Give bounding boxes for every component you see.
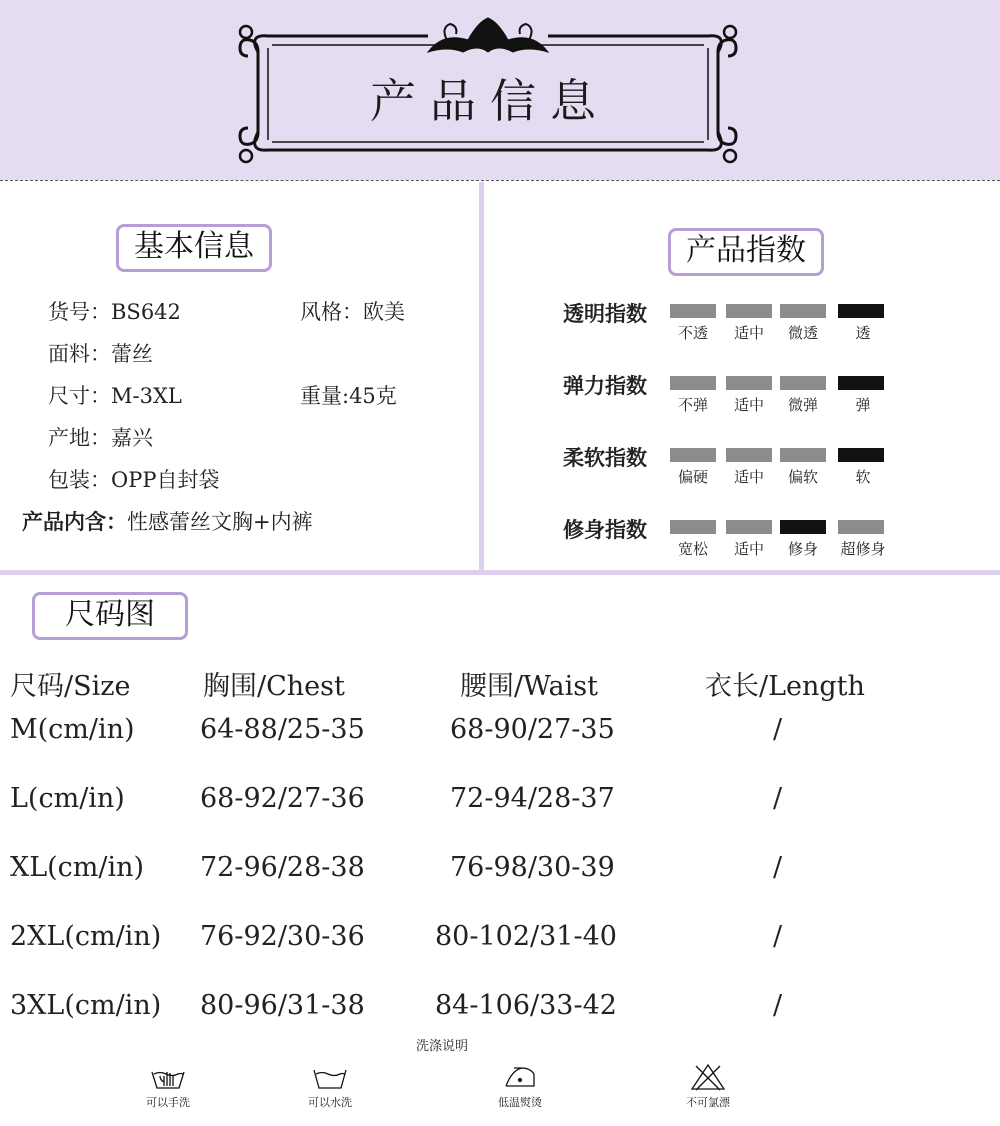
index-label: 修身指数 — [563, 518, 647, 542]
care-title: 洗涤说明 — [415, 1039, 468, 1054]
size-range: 尺寸：M-3XL — [48, 384, 182, 408]
size-cell: 3XL(cm/in) — [10, 990, 162, 1021]
size-cell: / — [773, 852, 783, 883]
care-label-hand-wash: 可以手洗 — [146, 1096, 190, 1109]
contents-label: 产品内含： — [22, 510, 127, 534]
index-level-label: 弹 — [855, 396, 871, 414]
size-cell: 2XL(cm/in) — [10, 921, 162, 952]
vertical-divider — [479, 182, 484, 574]
index-bar — [726, 304, 772, 318]
index-bar — [726, 520, 772, 534]
size-cell: 64-88/25-35 — [200, 714, 365, 745]
index-bar — [670, 376, 716, 390]
size-header-cell: 胸围/Chest — [203, 671, 345, 702]
index-bar — [780, 304, 826, 318]
index-level-label: 适中 — [733, 324, 764, 342]
contents-line — [22, 508, 313, 536]
care-label-no-bleach: 不可氯漂 — [686, 1096, 730, 1109]
index-level-label: 偏硬 — [677, 468, 708, 486]
index-bar-selected — [838, 448, 884, 462]
size-header-cell: 衣长/Length — [705, 671, 865, 702]
care-label-low-iron: 低温熨烫 — [498, 1096, 542, 1109]
style-value: 风格：欧美 — [300, 300, 405, 324]
index-level-label: 偏软 — [787, 468, 818, 486]
size-cell: L(cm/in) — [10, 783, 125, 814]
index-bar-selected — [780, 520, 826, 534]
size-cell: 68-92/27-36 — [200, 783, 365, 814]
contents-value: 性感蕾丝文胸+内裤 — [127, 510, 313, 534]
packing-value: 包装：OPP自封袋 — [48, 468, 220, 492]
item-number: 货号：BS642 — [48, 300, 181, 324]
size-cell: XL(cm/in) — [10, 852, 145, 883]
size-cell: / — [773, 921, 783, 952]
machine-wash-icon — [310, 1062, 350, 1092]
index-level-label: 适中 — [733, 396, 764, 414]
index-level-label: 微弹 — [787, 396, 818, 414]
size-cell: 84-106/33-42 — [435, 990, 617, 1021]
index-bar-selected — [838, 376, 884, 390]
index-bar — [726, 448, 772, 462]
size-header-cell: 尺码/Size — [10, 671, 131, 702]
size-cell: 72-96/28-38 — [200, 852, 365, 883]
size-cell: 76-98/30-39 — [450, 852, 615, 883]
product-index-title: 产品指数 — [668, 228, 824, 276]
index-level-label: 修身 — [787, 540, 818, 558]
basic-info-title: 基本信息 — [116, 224, 272, 272]
index-label: 柔软指数 — [563, 446, 647, 470]
index-level-label: 透 — [855, 324, 871, 342]
index-label: 弹力指数 — [563, 374, 647, 398]
page-title: 产品信息 — [370, 74, 610, 128]
index-bar — [670, 448, 716, 462]
index-level-label: 微透 — [787, 324, 818, 342]
index-bar-selected — [838, 304, 884, 318]
size-cell: / — [773, 783, 783, 814]
size-cell: M(cm/in) — [10, 714, 135, 745]
index-bar — [670, 304, 716, 318]
size-cell: 80-102/31-40 — [435, 921, 617, 952]
weight-value: 重量:45克 — [300, 384, 397, 408]
index-level-label: 超修身 — [840, 540, 886, 558]
index-level-label: 不透 — [677, 324, 708, 342]
size-cell: 72-94/28-37 — [450, 783, 615, 814]
index-bar — [780, 376, 826, 390]
size-cell: 76-92/30-36 — [200, 921, 365, 952]
no-bleach-icon — [688, 1062, 728, 1092]
index-bar — [670, 520, 716, 534]
index-level-label: 软 — [855, 468, 871, 486]
size-cell: 68-90/27-35 — [450, 714, 615, 745]
size-header-cell: 腰围/Waist — [460, 671, 598, 702]
index-bar — [838, 520, 884, 534]
material-value: 面料：蕾丝 — [48, 342, 153, 366]
hand-wash-icon — [148, 1062, 188, 1092]
size-cell: / — [773, 714, 783, 745]
size-cell: / — [773, 990, 783, 1021]
size-cell: 80-96/31-38 — [200, 990, 365, 1021]
horizontal-divider — [0, 570, 1000, 575]
index-level-label: 不弹 — [677, 396, 708, 414]
index-label: 透明指数 — [563, 302, 647, 326]
low-iron-icon — [500, 1062, 540, 1092]
header-divider — [0, 180, 1000, 181]
index-level-label: 适中 — [733, 540, 764, 558]
size-chart-title: 尺码图 — [32, 592, 188, 640]
origin-value: 产地：嘉兴 — [48, 426, 153, 450]
care-label-machine-wash: 可以水洗 — [308, 1096, 352, 1109]
index-level-label: 宽松 — [677, 540, 708, 558]
index-bar — [780, 448, 826, 462]
index-level-label: 适中 — [733, 468, 764, 486]
index-bar — [726, 376, 772, 390]
